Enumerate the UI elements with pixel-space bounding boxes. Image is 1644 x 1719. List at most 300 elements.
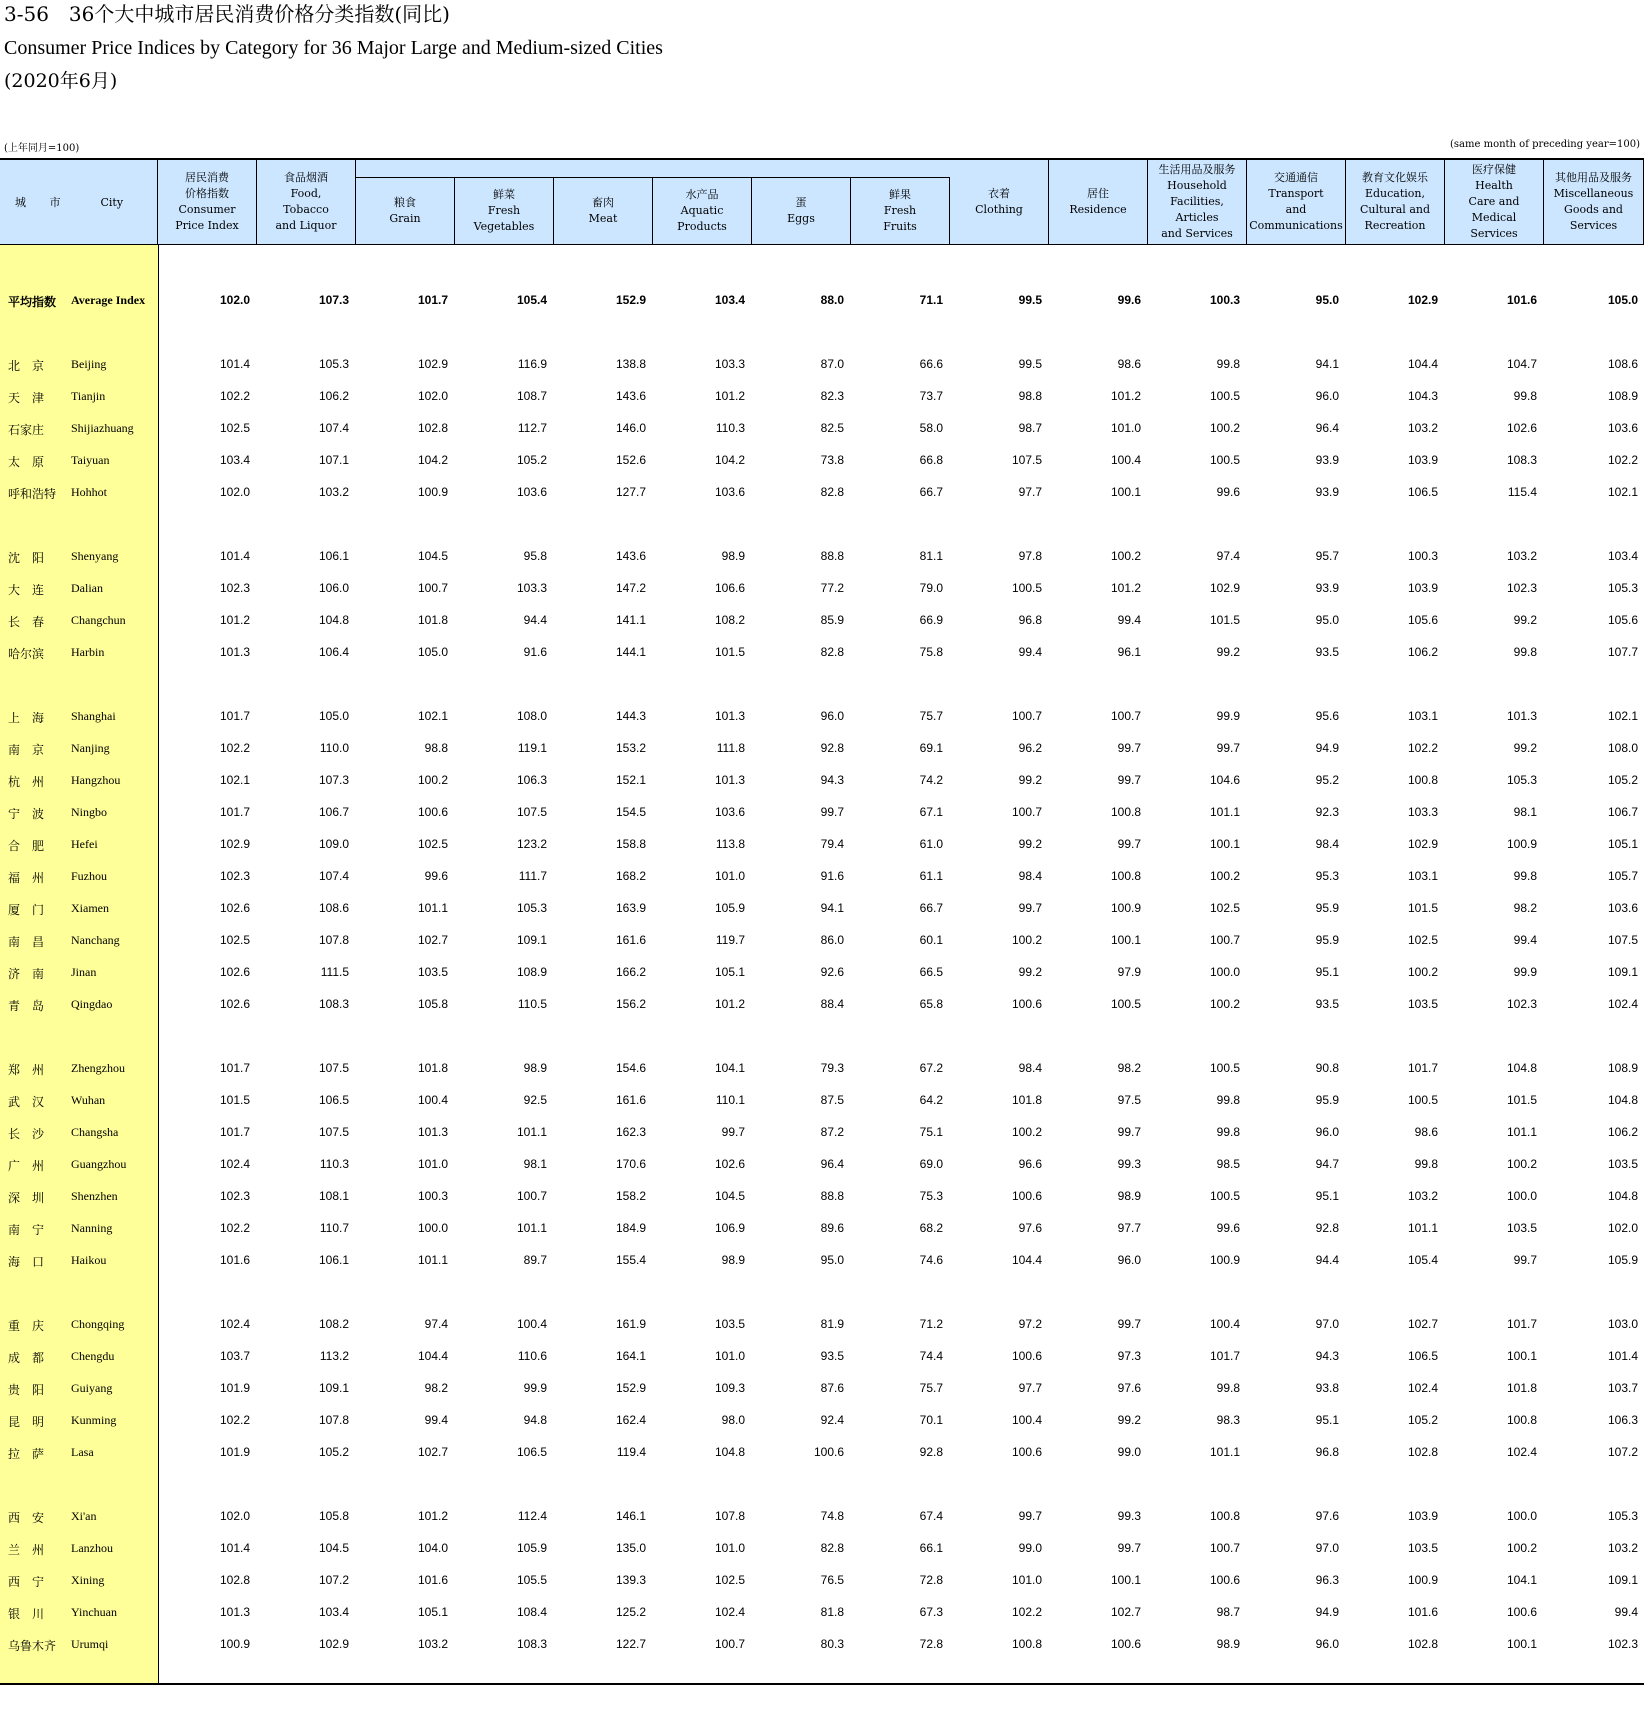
table-cell: 66.7: [919, 485, 943, 499]
column-header-line: Care and: [1468, 195, 1520, 208]
city-name-en: Qingdao: [71, 997, 113, 1011]
table-cell: 97.9: [1117, 965, 1141, 979]
table-cell: 102.8: [1407, 1445, 1438, 1459]
table-cell: 100.2: [1011, 1125, 1042, 1139]
table-cell: 101.5: [219, 1093, 250, 1107]
table-cell: 92.6: [820, 965, 844, 979]
column-header-line: Clothing: [975, 203, 1023, 216]
table-cell: 158.8: [615, 837, 646, 851]
table-cell: 100.6: [1011, 1349, 1042, 1363]
table-cell: 79.4: [820, 837, 844, 851]
table-cell: 97.7: [1018, 485, 1042, 499]
table-cell: 75.7: [919, 1381, 943, 1395]
table-cell: 105.3: [318, 357, 349, 371]
table-cell: 79.3: [820, 1061, 844, 1075]
table-cell: 81.1: [919, 549, 943, 563]
city-name-cn: 合 肥: [8, 839, 45, 853]
table-cell: 103.2: [417, 1637, 448, 1651]
city-name-en: Guangzhou: [71, 1157, 127, 1171]
city-name-en: Changchun: [71, 613, 126, 627]
table-cell: 103.2: [1407, 1189, 1438, 1203]
table-cell: 102.4: [1407, 1381, 1438, 1395]
table-cell: 107.5: [1607, 933, 1638, 947]
table-cell: 77.2: [820, 581, 844, 595]
table-cell: 100.8: [1110, 869, 1141, 883]
table-cell: 108.0: [1607, 741, 1638, 755]
table-cell: 103.6: [516, 485, 547, 499]
table-cell: 135.0: [615, 1541, 646, 1555]
table-cell: 101.6: [219, 1253, 250, 1267]
table-cell: 100.2: [1209, 869, 1240, 883]
column-header-line: 水产品: [685, 187, 719, 201]
column-header-line: and: [1285, 203, 1307, 216]
table-row: [0, 1404, 1644, 1436]
table-cell: 97.6: [1117, 1381, 1141, 1395]
table-row: [0, 476, 1644, 508]
table-cell: 96.0: [1315, 1637, 1339, 1651]
city-name-cn: 福 州: [8, 871, 45, 885]
table-cell: 103.4: [1607, 549, 1638, 563]
table-cell: 143.6: [615, 549, 646, 563]
table-cell: 111.5: [320, 965, 349, 979]
city-name-cn: 石家庄: [8, 423, 45, 437]
table-cell: 96.8: [1018, 613, 1042, 627]
table-cell: 104.8: [1607, 1189, 1638, 1203]
table-cell: 85.9: [820, 613, 844, 627]
table-cell: 102.6: [219, 965, 250, 979]
table-cell: 102.4: [1506, 1445, 1537, 1459]
table-cell: 110.3: [319, 1157, 349, 1171]
city-name-cn: 平均指数: [8, 295, 57, 309]
table-cell: 94.3: [1315, 1349, 1339, 1363]
table-cell: 98.4: [1018, 869, 1042, 883]
table-cell: 75.8: [919, 645, 943, 659]
table-cell: 100.5: [1110, 997, 1141, 1011]
table-cell: 100.5: [1209, 453, 1240, 467]
table-cell: 101.7: [1407, 1061, 1438, 1075]
column-header-8: [950, 160, 1049, 244]
table-cell: 101.7: [219, 1125, 250, 1139]
table-cell: 107.8: [318, 933, 349, 947]
table-cell: 98.4: [1315, 837, 1339, 851]
table-cell: 101.8: [1011, 1093, 1042, 1107]
table-row: [0, 1148, 1644, 1180]
table-cell: 99.2: [1018, 837, 1042, 851]
table-cell: 101.1: [1209, 1445, 1240, 1459]
table-row: [0, 1628, 1644, 1660]
table-cell: 97.8: [1018, 549, 1042, 563]
table-cell: 101.1: [1407, 1221, 1438, 1235]
table-cell: 108.6: [1607, 357, 1638, 371]
table-cell: 103.2: [1407, 421, 1438, 435]
table-cell: 92.8: [820, 741, 844, 755]
table-cell: 102.6: [714, 1157, 745, 1171]
table-cell: 122.7: [615, 1637, 646, 1651]
column-header-line: 畜肉: [592, 195, 614, 209]
table-cell: 100.4: [417, 1093, 448, 1107]
table-cell: 144.3: [615, 709, 646, 723]
column-header-1: [257, 160, 356, 244]
table-cell: 104.5: [417, 549, 448, 563]
table-cell: 94.9: [1315, 741, 1339, 755]
table-cell: 99.9: [1513, 965, 1537, 979]
table-cell: 103.3: [714, 357, 745, 371]
city-name-cn: 太 原: [8, 455, 45, 469]
column-header-line: Goods and: [1564, 203, 1623, 216]
table-cell: 102.3: [219, 869, 250, 883]
table-cell: 100.2: [1209, 997, 1240, 1011]
table-cell: 100.2: [1011, 933, 1042, 947]
table-cell: 152.9: [615, 293, 646, 307]
column-header-line: Eggs: [787, 211, 815, 225]
table-bottom-rule: [0, 1683, 1644, 1685]
table-row: [0, 604, 1644, 636]
city-name-cn: 呼和浩特: [8, 487, 57, 501]
table-cell: 106.7: [1607, 805, 1638, 819]
table-cell: 100.2: [1407, 965, 1438, 979]
column-header-11: [1247, 160, 1346, 244]
table-cell: 67.1: [919, 805, 943, 819]
table-cell: 82.3: [820, 389, 844, 403]
table-cell: 93.9: [1315, 485, 1339, 499]
table-cell: 109.3: [714, 1381, 745, 1395]
table-cell: 101.3: [219, 1605, 250, 1619]
table-cell: 60.1: [919, 933, 943, 947]
table-cell: 104.5: [318, 1541, 349, 1555]
table-cell: 101.3: [219, 645, 250, 659]
city-name-en: Tianjin: [71, 389, 106, 403]
table-cell: 101.9: [219, 1445, 250, 1459]
city-name-en: Xi'an: [71, 1509, 97, 1523]
table-cell: 102.5: [219, 421, 250, 435]
table-cell: 104.8: [1506, 1061, 1537, 1075]
table-cell: 97.0: [1315, 1541, 1339, 1555]
table-cell: 66.5: [919, 965, 943, 979]
table-cell: 99.9: [1216, 709, 1240, 723]
table-cell: 94.1: [820, 901, 844, 915]
table-cell: 99.7: [1018, 1509, 1042, 1523]
city-name-en: Xiamen: [71, 901, 109, 915]
column-header-3: [455, 177, 554, 244]
table-cell: 105.3: [1607, 581, 1638, 595]
city-name-cn: 拉 萨: [8, 1447, 45, 1461]
table-row: [0, 1212, 1644, 1244]
table-cell: 61.1: [919, 869, 943, 883]
city-name-cn: 海 口: [8, 1255, 45, 1269]
page-title-english: Consumer Price Indices by Category for 36 Major Large and Medium-sized Cities: [4, 37, 663, 59]
table-cell: 99.4: [1513, 933, 1537, 947]
table-cell: 99.7: [721, 1125, 745, 1139]
table-cell: 92.8: [1315, 1221, 1339, 1235]
table-cell: 72.8: [919, 1637, 943, 1651]
table-cell: 108.9: [516, 965, 547, 979]
city-name-cn: 南 京: [8, 743, 45, 757]
table-cell: 153.2: [615, 741, 646, 755]
table-cell: 102.9: [1407, 293, 1438, 307]
city-name-cn: 贵 阳: [8, 1383, 45, 1397]
table-cell: 105.6: [1607, 613, 1638, 627]
table-cell: 97.6: [1315, 1509, 1339, 1523]
table-cell: 99.2: [1513, 613, 1537, 627]
table-cell: 108.3: [1506, 453, 1537, 467]
city-name-en: Hohhot: [71, 485, 107, 499]
table-cell: 103.4: [219, 453, 250, 467]
city-name-en: Nanchang: [71, 933, 120, 947]
table-cell: 98.1: [523, 1157, 547, 1171]
table-cell: 97.0: [1315, 1317, 1339, 1331]
table-cell: 104.4: [417, 1349, 448, 1363]
table-cell: 93.5: [1315, 997, 1339, 1011]
table-cell: 95.9: [1315, 933, 1339, 947]
table-cell: 101.2: [1110, 389, 1141, 403]
table-cell: 91.6: [523, 645, 547, 659]
table-cell: 101.5: [1506, 1093, 1537, 1107]
table-cell: 110.1: [715, 1093, 745, 1107]
table-cell: 108.7: [516, 389, 547, 403]
city-name-cn: 昆 明: [8, 1415, 45, 1429]
column-header-line: 居民消费: [185, 171, 229, 184]
city-name-cn: 成 都: [8, 1351, 45, 1365]
table-cell: 100.9: [1110, 901, 1141, 915]
table-cell: 101.0: [1110, 421, 1141, 435]
table-cell: 107.1: [318, 453, 349, 467]
table-cell: 109.0: [318, 837, 349, 851]
column-header-line: 教育文化娱乐: [1362, 171, 1428, 184]
table-cell: 101.2: [219, 613, 250, 627]
table-cell: 99.2: [1018, 773, 1042, 787]
table-cell: 98.9: [1117, 1189, 1141, 1203]
table-cell: 95.0: [1315, 293, 1339, 307]
table-cell: 104.8: [714, 1445, 745, 1459]
table-row: [0, 1372, 1644, 1404]
table-cell: 100.8: [1506, 1413, 1537, 1427]
city-name-en: Xining: [71, 1573, 105, 1587]
table-cell: 102.7: [417, 1445, 448, 1459]
city-name-en: Guiyang: [71, 1381, 113, 1395]
table-cell: 97.7: [1117, 1221, 1141, 1235]
table-cell: 102.8: [1407, 1637, 1438, 1651]
table-cell: 92.5: [523, 1093, 547, 1107]
table-cell: 100.2: [1506, 1541, 1537, 1555]
table-cell: 100.6: [1011, 1445, 1042, 1459]
table-cell: 146.0: [615, 421, 646, 435]
table-cell: 99.4: [1614, 1605, 1638, 1619]
table-cell: 100.7: [1011, 805, 1042, 819]
column-header-line: 居住: [1087, 187, 1109, 200]
city-name-en: Fuzhou: [71, 869, 107, 883]
table-cell: 100.1: [1209, 837, 1240, 851]
table-cell: 138.8: [615, 357, 646, 371]
table-cell: 106.1: [318, 1253, 349, 1267]
table-cell: 81.9: [820, 1317, 844, 1331]
table-cell: 102.9: [318, 1637, 349, 1651]
table-cell: 105.0: [417, 645, 448, 659]
column-header-4: [554, 177, 653, 244]
column-header-line: Communications: [1249, 219, 1343, 232]
city-name-cn: 厦 门: [8, 903, 45, 917]
table-cell: 95.1: [1315, 1189, 1339, 1203]
city-name-cn: 西 宁: [8, 1575, 45, 1589]
table-cell: 104.1: [714, 1061, 745, 1075]
table-cell: 152.6: [615, 453, 646, 467]
table-cell: 74.4: [919, 1349, 943, 1363]
table-cell: 106.5: [318, 1093, 349, 1107]
table-cell: 101.2: [1110, 581, 1141, 595]
table-cell: 96.0: [1315, 1125, 1339, 1139]
table-cell: 95.2: [1315, 773, 1339, 787]
table-cell: 102.0: [1607, 1221, 1638, 1235]
table-cell: 101.1: [516, 1221, 547, 1235]
table-cell: 103.2: [1607, 1541, 1638, 1555]
page-date: (2020年6月): [4, 70, 118, 92]
column-header-line: Fruits: [883, 219, 917, 233]
city-name-en: Ningbo: [71, 805, 107, 819]
table-cell: 104.4: [1011, 1253, 1042, 1267]
city-name-en: Dalian: [71, 581, 103, 595]
table-cell: 104.2: [417, 453, 448, 467]
table-cell: 100.7: [1209, 933, 1240, 947]
table-cell: 99.2: [1018, 965, 1042, 979]
column-header-13: [1445, 160, 1544, 244]
column-header-line: Meat: [588, 211, 618, 225]
table-cell: 103.5: [1407, 1541, 1438, 1555]
column-header-2: [356, 177, 455, 244]
title-block: [4, 4, 663, 98]
city-name-en: Kunming: [71, 1413, 117, 1427]
table-cell: 98.7: [1216, 1605, 1240, 1619]
table-cell: 66.6: [919, 357, 943, 371]
table-cell: 66.1: [919, 1541, 943, 1555]
table-cell: 100.6: [1011, 1189, 1042, 1203]
city-name-en: Nanning: [71, 1221, 113, 1235]
table-cell: 108.6: [318, 901, 349, 915]
table-cell: 105.8: [318, 1509, 349, 1523]
table-cell: 107.8: [318, 1413, 349, 1427]
table-cell: 101.1: [417, 901, 448, 915]
table-row: [0, 1340, 1644, 1372]
table-cell: 102.1: [1607, 709, 1638, 723]
table-cell: 67.4: [919, 1509, 943, 1523]
table-cell: 101.6: [1506, 293, 1537, 307]
table-cell: 98.9: [1216, 1637, 1240, 1651]
city-name-en: Wuhan: [71, 1093, 106, 1107]
table-cell: 102.5: [1209, 901, 1240, 915]
table-cell: 96.4: [1315, 421, 1339, 435]
city-name-cn: 北 京: [8, 359, 45, 373]
table-cell: 108.9: [1607, 1061, 1638, 1075]
table-cell: 161.9: [615, 1317, 646, 1331]
table-cell: 100.4: [1011, 1413, 1042, 1427]
table-cell: 95.0: [1315, 613, 1339, 627]
column-header-line: Transport: [1268, 187, 1324, 200]
table-cell: 92.8: [919, 1445, 943, 1459]
table-cell: 184.9: [615, 1221, 646, 1235]
table-cell: 98.1: [1513, 805, 1537, 819]
table-cell: 101.7: [219, 805, 250, 819]
column-header-line: 交通通信: [1274, 171, 1318, 184]
column-header-line: Grain: [389, 211, 421, 225]
food-subgroup-rule: [356, 177, 950, 178]
table-cell: 102.3: [1607, 1637, 1638, 1651]
table-cell: 100.0: [1506, 1509, 1537, 1523]
table-row: [0, 540, 1644, 572]
table-cell: 101.5: [1407, 901, 1438, 915]
table-cell: 113.2: [319, 1349, 349, 1363]
table-cell: 100.2: [1110, 549, 1141, 563]
table-cell: 106.3: [516, 773, 547, 787]
table-cell: 168.2: [615, 869, 646, 883]
table-cell: 100.6: [1110, 1637, 1141, 1651]
table-cell: 102.5: [714, 1573, 745, 1587]
table-cell: 162.4: [615, 1413, 646, 1427]
table-cell: 95.9: [1315, 1093, 1339, 1107]
table-cell: 110.7: [319, 1221, 349, 1235]
table-cell: 105.5: [516, 1573, 547, 1587]
table-cell: 110.5: [517, 997, 547, 1011]
table-header: [0, 160, 1644, 245]
column-header-line: Residence: [1069, 203, 1127, 216]
table-cell: 82.8: [820, 485, 844, 499]
table-cell: 100.1: [1506, 1637, 1537, 1651]
table-cell: 103.5: [1607, 1157, 1638, 1171]
table-cell: 88.8: [820, 1189, 844, 1203]
unit-note-chinese: (上年同月=100): [4, 143, 80, 154]
table-cell: 96.6: [1018, 1157, 1042, 1171]
table-cell: 103.0: [1607, 1317, 1638, 1331]
table-cell: 100.8: [1407, 773, 1438, 787]
table-cell: 94.8: [523, 1413, 547, 1427]
column-header-line: Education,: [1364, 187, 1426, 200]
table-cell: 166.2: [615, 965, 646, 979]
table-cell: 101.4: [219, 357, 250, 371]
city-name-en: Taiyuan: [71, 453, 110, 467]
table-cell: 92.4: [820, 1413, 844, 1427]
table-cell: 88.8: [820, 549, 844, 563]
table-cell: 102.0: [219, 293, 250, 307]
city-name-cn: 重 庆: [8, 1319, 45, 1333]
table-cell: 125.2: [615, 1605, 646, 1619]
city-name-en: Beijing: [71, 357, 107, 371]
table-cell: 100.3: [1209, 293, 1240, 307]
table-cell: 102.7: [1407, 1317, 1438, 1331]
city-name-en: Lasa: [71, 1445, 94, 1459]
table-cell: 100.8: [1209, 1509, 1240, 1523]
table-cell: 97.5: [1117, 1093, 1141, 1107]
table-cell: 103.6: [1607, 421, 1638, 435]
table-cell: 103.4: [318, 1605, 349, 1619]
city-name-cn: 武 汉: [8, 1095, 45, 1109]
table-row: [0, 412, 1644, 444]
page-title-chinese: 3-56 36个大中城市居民消费价格分类指数(同比): [4, 2, 450, 26]
table-cell: 100.1: [1110, 933, 1141, 947]
city-column-header: [0, 160, 158, 244]
table-cell: 108.2: [318, 1317, 349, 1331]
table-cell: 107.4: [318, 869, 349, 883]
table-cell: 98.3: [1216, 1413, 1240, 1427]
table-cell: 97.4: [424, 1317, 448, 1331]
table-cell: 100.3: [417, 1189, 448, 1203]
table-cell: 104.7: [1506, 357, 1537, 371]
table-cell: 70.1: [919, 1413, 943, 1427]
table-cell: 102.5: [219, 933, 250, 947]
table-cell: 100.8: [1110, 805, 1141, 819]
city-name-en: Urumqi: [71, 1637, 109, 1651]
table-row: [0, 1500, 1644, 1532]
table-cell: 108.3: [516, 1637, 547, 1651]
table-cell: 98.5: [1216, 1157, 1240, 1171]
city-name-cn: 长 沙: [8, 1127, 45, 1141]
table-cell: 102.3: [1506, 997, 1537, 1011]
